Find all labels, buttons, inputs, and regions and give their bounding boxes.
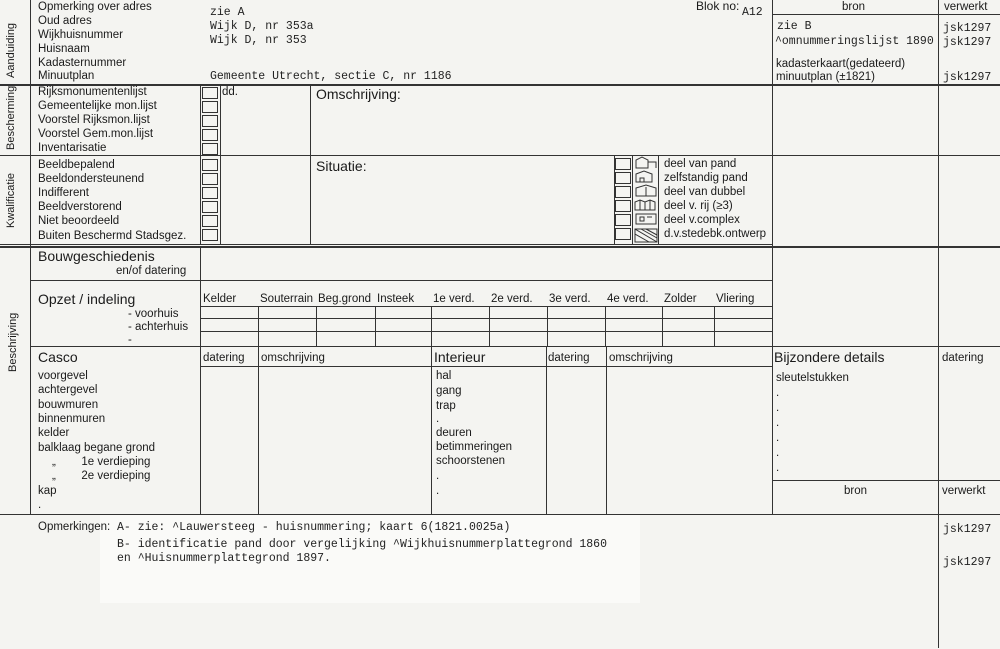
checkbox-voorstel-rijksmon[interactable] [202, 115, 218, 127]
casco-item: achtergevel [38, 384, 98, 396]
field-oud-adres: Oud adres [38, 15, 92, 27]
opmerking-line-b: B- identificatie pand door vergelijking ^Wijkhuisnummerplattegrond 1860 [117, 538, 607, 551]
typed-wijk-353: Wijk D, nr 353 [210, 34, 307, 47]
blok-label: Blok no: [696, 0, 740, 13]
situatie-deel-v-rij: deel v. rij (≥3) [664, 200, 733, 212]
opmerking-verwerkt-1: jsk1297 [943, 523, 992, 536]
checkbox-beeldbepalend[interactable] [202, 159, 218, 171]
field-wijkhuisnummer: Wijkhuisnummer [38, 29, 123, 41]
opmerkingen-label: Opmerkingen: [38, 521, 111, 533]
casco-omschrijving: omschrijving [261, 352, 325, 364]
field-buiten-beschermd: Buiten Beschermd Stadsgez. [38, 230, 187, 242]
blok-value: A12 [742, 6, 763, 19]
verwerkt-3: jsk1297 [943, 71, 992, 84]
checkbox-stedebk-ontwerp[interactable] [615, 228, 631, 240]
checkbox-deel-van-dubbel[interactable] [615, 186, 631, 198]
bron-zie-b: zie B [777, 20, 812, 33]
col-souterrain: Souterrain [260, 293, 314, 305]
verwerkt-1: jsk1297 [943, 22, 992, 35]
bijzondere-item: sleutelstukken [776, 372, 849, 384]
opzet-row-achterhuis: - achterhuis [128, 321, 189, 333]
checkbox-rijksmonumentenlijst[interactable] [202, 87, 218, 99]
col-beg-grond: Beg.grond [318, 293, 372, 305]
casco-item: . [38, 499, 42, 511]
col-vliering: Vliering [716, 293, 755, 305]
situatie-stedebk-ontwerp: d.v.stedebk.ontwerp [664, 228, 767, 240]
opmerking-line-a: A- zie: ^Lauwersteeg - huisnummering; kaart 6(1821.0025a) [117, 521, 511, 534]
bron-minuutplan: minuutplan (±1821) [776, 71, 876, 83]
col-zolder: Zolder [664, 293, 697, 305]
verwerkt-2: jsk1297 [943, 36, 992, 49]
field-beeldondersteunend: Beeldondersteunend [38, 173, 145, 185]
field-huisnaam: Huisnaam [38, 43, 90, 55]
field-beeldverstorend: Beeldverstorend [38, 201, 122, 213]
checkbox-gemeentelijke-mon[interactable] [202, 101, 218, 113]
field-voorstel-rijksmon: Voorstel Rijksmon.lijst [38, 114, 150, 126]
field-rijksmonumentenlijst: Rijksmonumentenlijst [38, 86, 147, 98]
col-insteek: Insteek [377, 293, 415, 305]
bron-footer-label: bron [844, 485, 868, 497]
interieur-item: gang [436, 385, 462, 397]
field-opmerking-adres: Opmerking over adres [38, 1, 152, 13]
dd-label: dd. [222, 86, 238, 98]
interieur-item: . [436, 485, 440, 497]
section-label-bescherming: Bescherming [5, 85, 17, 150]
casco-item: voorgevel [38, 370, 88, 382]
building-type-icons [634, 156, 658, 244]
deel-v-rij-icon [635, 200, 655, 210]
opmerking-verwerkt-2: jsk1297 [943, 556, 992, 569]
casco-item: „ 1e verdieping [52, 456, 151, 468]
deel-van-dubbel-icon [636, 185, 656, 196]
bijzondere-item: . [776, 447, 780, 459]
interieur-omschrijving: omschrijving [609, 352, 673, 364]
checkbox-niet-beoordeeld[interactable] [202, 215, 218, 227]
verwerkt-header: verwerkt [944, 1, 988, 13]
bijzondere-item: . [776, 387, 780, 399]
bijzondere-item: . [776, 462, 780, 474]
section-label-aanduiding: Aanduiding [5, 22, 17, 78]
interieur-item: hal [436, 370, 452, 382]
opzet-label: Opzet / indeling [38, 291, 136, 307]
casco-item: binnenmuren [38, 413, 106, 425]
casco-item: „ 2e verdieping [52, 470, 151, 482]
field-voorstel-gem: Voorstel Gem.mon.lijst [38, 128, 154, 140]
col-4e-verd: 4e verd. [607, 293, 649, 305]
situatie-deel-van-pand: deel van pand [664, 158, 737, 170]
checkbox-voorstel-gem[interactable] [202, 129, 218, 141]
bijzondere-item: . [776, 417, 780, 429]
section-label-kwalificatie: Kwalificatie [5, 172, 17, 228]
casco-datering: datering [203, 352, 245, 364]
opzet-row-blank: - [128, 334, 132, 346]
field-niet-beoordeeld: Niet beoordeeld [38, 215, 120, 227]
datering-label: en/of datering [116, 265, 187, 277]
casco-item: bouwmuren [38, 399, 99, 411]
field-beeldbepalend: Beeldbepalend [38, 159, 115, 171]
interieur-item: schoorstenen [436, 455, 506, 467]
checkbox-deel-van-pand[interactable] [615, 158, 631, 170]
checkbox-inventarisatie[interactable] [202, 143, 218, 155]
situatie-deel-van-dubbel: deel van dubbel [664, 186, 746, 198]
checkbox-deel-v-rij[interactable] [615, 200, 631, 212]
verwerkt-footer-label: verwerkt [942, 485, 986, 497]
casco-item: balklaag begane grond [38, 442, 156, 454]
checkbox-beeldverstorend[interactable] [202, 201, 218, 213]
opzet-row-voorhuis: - voorhuis [128, 308, 179, 320]
deel-v-complex-icon [636, 214, 656, 224]
casco-item: kelder [38, 427, 70, 439]
zelfstandig-pand-icon [636, 171, 652, 182]
typed-zie-a: zie A [210, 6, 245, 19]
field-minuutplan: Minuutplan [38, 70, 95, 82]
omschrijving-label: Omschrijving: [316, 86, 401, 102]
interieur-label: Interieur [434, 349, 486, 365]
checkbox-indifferent[interactable] [202, 187, 218, 199]
interieur-item: . [436, 470, 440, 482]
casco-item: kap [38, 485, 57, 497]
field-kadasternummer: Kadasternummer [38, 57, 127, 69]
bijzondere-details-label: Bijzondere details [774, 349, 885, 365]
opmerking-line-c: en ^Huisnummerplattegrond 1897. [117, 552, 331, 565]
col-kelder: Kelder [203, 293, 237, 305]
bron-header: bron [842, 1, 866, 13]
bron-omnummeringslijst: ^omnummeringslijst 1890 [775, 35, 934, 48]
interieur-item: betimmeringen [436, 441, 513, 453]
field-inventarisatie: Inventarisatie [38, 142, 107, 154]
checkbox-buiten-beschermd[interactable] [202, 229, 218, 241]
checkbox-zelfstandig-pand[interactable] [615, 172, 631, 184]
casco-label: Casco [38, 349, 78, 365]
typed-wijk-353a: Wijk D, nr 353a [210, 20, 314, 33]
field-gemeentelijke-mon: Gemeentelijke mon.lijst [38, 100, 157, 112]
interieur-item: trap [436, 400, 456, 412]
situatie-deel-v-complex: deel v.complex [664, 214, 740, 226]
checkbox-deel-v-complex[interactable] [615, 214, 631, 226]
interieur-item: deuren [436, 427, 472, 439]
interieur-datering: datering [548, 352, 590, 364]
situatie-zelfstandig-pand: zelfstandig pand [664, 172, 748, 184]
bijzondere-item: . [776, 402, 780, 414]
col-1e-verd: 1e verd. [433, 293, 475, 305]
situatie-label: Situatie: [316, 158, 367, 174]
bijzondere-datering: datering [942, 352, 984, 364]
checkbox-beeldondersteunend[interactable] [202, 173, 218, 185]
field-indifferent: Indifferent [38, 187, 89, 199]
typed-gemeente: Gemeente Utrecht, sectie C, nr 1186 [210, 70, 452, 83]
bouwgeschiedenis-label: Bouwgeschiedenis [38, 248, 155, 264]
col-2e-verd: 2e verd. [491, 293, 533, 305]
bron-kadasterkaart: kadasterkaart(gedateerd) [776, 58, 906, 70]
section-label-beschrijving: Beschrijving [7, 312, 19, 372]
col-3e-verd: 3e verd. [549, 293, 591, 305]
stedebk-ontwerp-icon [635, 229, 657, 242]
deel-van-pand-icon [636, 157, 656, 168]
interieur-item: . [436, 413, 440, 425]
bijzondere-item: . [776, 432, 780, 444]
